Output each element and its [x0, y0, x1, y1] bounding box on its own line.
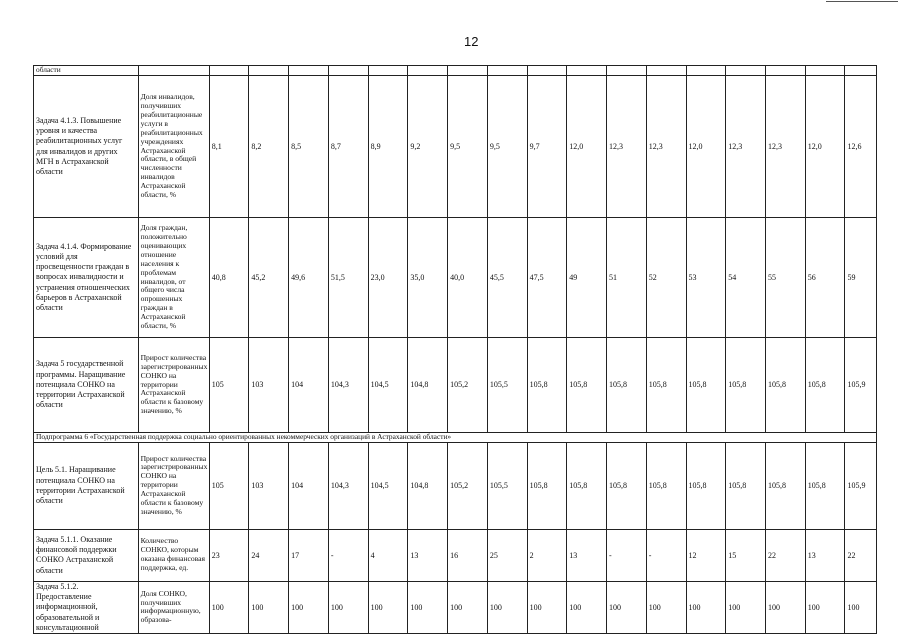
value-cell: 104,8: [408, 442, 448, 529]
value-cell: 105,2: [448, 338, 488, 433]
value-cell: 47,5: [527, 218, 567, 338]
value-cell: 12,0: [805, 76, 845, 218]
value-cell: 105,8: [607, 442, 647, 529]
page-number: 12: [464, 34, 479, 49]
table-row: [34, 529, 877, 581]
value-cell: 100: [607, 581, 647, 633]
value-cell: 100: [845, 581, 877, 633]
value-cell: 104,3: [328, 442, 368, 529]
value-cell: 52: [646, 218, 686, 338]
value-cell: 100: [567, 581, 607, 633]
value-cell: 22: [845, 529, 877, 581]
value-cell: 12: [686, 529, 726, 581]
value-cell: 40,0: [448, 218, 488, 338]
value-cell: 100: [765, 581, 805, 633]
value-cell: 23: [209, 529, 249, 581]
indicator-cell: Доля инвалидов, получивших реабилитационные услуги в реабилитационных учреждениях Астраханской области, в общей численности инвалидов Астраханской области, %: [138, 76, 209, 218]
value-cell: 105,8: [527, 338, 567, 433]
goal-cell: Цель 5.1. Наращивание потенциала СОНКО на территории Астраханской области: [34, 442, 139, 529]
value-cell: 22: [765, 529, 805, 581]
value-cell: 103: [249, 338, 289, 433]
goal-cell: Задача 4.1.4. Формирование условий для просвещенности граждан в вопросах инвалидности и устранения отношенческих барьеров в Астраханской области: [34, 218, 139, 338]
value-cell: 12,6: [845, 76, 877, 218]
value-cell: 8,9: [368, 76, 408, 218]
indicator-cell: Доля СОНКО, получивших информационную, образова-: [138, 581, 209, 633]
value-cell: 105,8: [646, 442, 686, 529]
value-cell: 100: [249, 581, 289, 633]
value-cell: 105,8: [646, 338, 686, 433]
indicators-table: [33, 65, 877, 634]
value-cell: 55: [765, 218, 805, 338]
value-cell: 9,2: [408, 76, 448, 218]
value-cell: -: [607, 529, 647, 581]
value-cell: 104,3: [328, 338, 368, 433]
value-cell: 105: [209, 442, 249, 529]
value-cell: 103: [249, 442, 289, 529]
value-cell: 104: [289, 338, 329, 433]
value-cell: 100: [726, 581, 766, 633]
table-row: [34, 581, 877, 633]
value-cell: 12,3: [726, 76, 766, 218]
value-cell: 40,8: [209, 218, 249, 338]
value-cell: 105,2: [448, 442, 488, 529]
value-cell: 25: [487, 529, 527, 581]
value-cell: 100: [686, 581, 726, 633]
goal-cell: Задача 5.1.2. Предоставление информационной, образовательной и консультационной: [34, 581, 139, 633]
value-cell: 100: [805, 581, 845, 633]
value-cell: 17: [289, 529, 329, 581]
value-cell: 54: [726, 218, 766, 338]
value-cell: 12,3: [607, 76, 647, 218]
value-cell: 105,8: [686, 338, 726, 433]
value-cell: 51,5: [328, 218, 368, 338]
value-cell: 8,1: [209, 76, 249, 218]
value-cell: 100: [209, 581, 249, 633]
value-cell: 104,5: [368, 338, 408, 433]
value-cell: 24: [249, 529, 289, 581]
value-cell: 105,8: [607, 338, 647, 433]
value-cell: 105,8: [726, 442, 766, 529]
value-cell: 15: [726, 529, 766, 581]
value-cell: 100: [448, 581, 488, 633]
continuation-cell: области: [34, 66, 139, 76]
value-cell: 9,7: [527, 76, 567, 218]
value-cell: 45,5: [487, 218, 527, 338]
value-cell: 13: [408, 529, 448, 581]
value-cell: 13: [567, 529, 607, 581]
value-cell: 104: [289, 442, 329, 529]
value-cell: 12,3: [646, 76, 686, 218]
value-cell: 100: [527, 581, 567, 633]
value-cell: 105,5: [487, 442, 527, 529]
value-cell: 59: [845, 218, 877, 338]
value-cell: 100: [289, 581, 329, 633]
table-row: [34, 76, 877, 218]
value-cell: 105,8: [805, 338, 845, 433]
value-cell: 12,0: [686, 76, 726, 218]
subprogram-title: Подпрограмма 6 «Государственная поддержка социально ориентированных некоммерческих организаций в Астраханской области»: [34, 433, 877, 443]
value-cell: 45,2: [249, 218, 289, 338]
value-cell: 51: [607, 218, 647, 338]
value-cell: 104,5: [368, 442, 408, 529]
table-row: [34, 442, 877, 529]
value-cell: 23,0: [368, 218, 408, 338]
table-row: [34, 218, 877, 338]
value-cell: 12,3: [765, 76, 805, 218]
value-cell: 8,7: [328, 76, 368, 218]
table-body: [34, 66, 877, 634]
table-row: [34, 338, 877, 433]
indicator-cell: Количество СОНКО, которым оказана финансовая поддержка, ед.: [138, 529, 209, 581]
value-cell: 105,8: [527, 442, 567, 529]
goal-cell: Задача 5 государственной программы. Наращивание потенциала СОНКО на территории Астраханской области: [34, 338, 139, 433]
value-cell: 105,9: [845, 338, 877, 433]
value-cell: 105,8: [765, 442, 805, 529]
goal-cell: Задача 5.1.1. Оказание финансовой поддержки СОНКО Астраханской области: [34, 529, 139, 581]
value-cell: 105,8: [567, 338, 607, 433]
value-cell: 100: [328, 581, 368, 633]
value-cell: 100: [487, 581, 527, 633]
value-cell: 4: [368, 529, 408, 581]
top-edge-line: [826, 1, 898, 2]
value-cell: 105,8: [567, 442, 607, 529]
value-cell: 105,8: [686, 442, 726, 529]
goal-cell: Задача 4.1.3. Повышение уровня и качества реабилитационных услуг для инвалидов и других МГН в Астраханской области: [34, 76, 139, 218]
value-cell: 105,5: [487, 338, 527, 433]
value-cell: 56: [805, 218, 845, 338]
indicator-cell: Прирост количества зарегистрированных СОНКО на территории Астраханской области к базовому значению, %: [138, 442, 209, 529]
value-cell: 9,5: [448, 76, 488, 218]
value-cell: 105,9: [845, 442, 877, 529]
value-cell: 35,0: [408, 218, 448, 338]
value-cell: 105,8: [805, 442, 845, 529]
value-cell: 105: [209, 338, 249, 433]
value-cell: -: [646, 529, 686, 581]
indicator-cell: Доля граждан, положительно оценивающих отношение населения к проблемам инвалидов, от общего числа опрошенных граждан в Астраханской области, %: [138, 218, 209, 338]
value-cell: 49,6: [289, 218, 329, 338]
value-cell: 2: [527, 529, 567, 581]
value-cell: 105,8: [765, 338, 805, 433]
value-cell: 100: [368, 581, 408, 633]
value-cell: 12,0: [567, 76, 607, 218]
value-cell: 100: [408, 581, 448, 633]
value-cell: 104,8: [408, 338, 448, 433]
value-cell: 9,5: [487, 76, 527, 218]
indicator-cell: Прирост количества зарегистрированных СОНКО на территории Астраханской области к базовому значению, %: [138, 338, 209, 433]
value-cell: 16: [448, 529, 488, 581]
value-cell: 100: [646, 581, 686, 633]
value-cell: 13: [805, 529, 845, 581]
value-cell: 8,2: [249, 76, 289, 218]
value-cell: 49: [567, 218, 607, 338]
value-cell: -: [328, 529, 368, 581]
value-cell: 8,5: [289, 76, 329, 218]
subprogram-row: [34, 433, 877, 443]
value-cell: 105,8: [726, 338, 766, 433]
value-cell: 53: [686, 218, 726, 338]
continuation-row: [34, 66, 877, 76]
